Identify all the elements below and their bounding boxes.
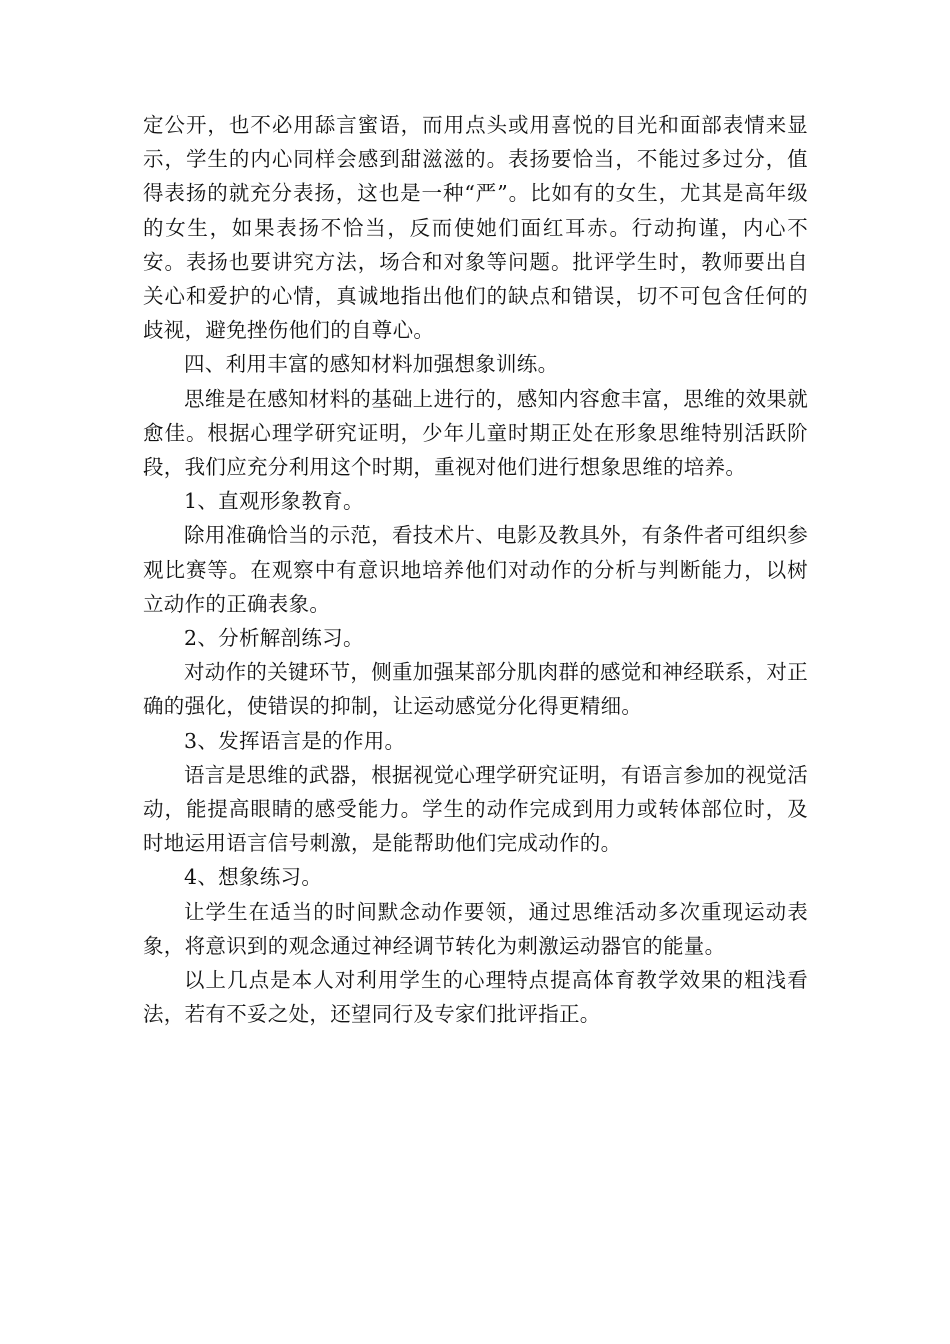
paragraph-visual-education: 除用准确恰当的示范，看技术片、电影及教具外，有条件者可组织参观比赛等。在观察中有意识地培养他们对动作的分析与判断能力，以树立动作的正确表象。 — [143, 523, 808, 616]
paragraph-praise-criticism: 定公开，也不必用舔言蜜语，而用点头或用喜悦的目光和面部表情来显示，学生的内心同样会感到甜滋滋的。表扬要恰当，不能过多过分，值得表扬的就充分表扬，这也是一种“严”。比如有的女生，尤其是高年级的女生，如果表扬不恰当，反而使她们面红耳赤。行动拘谨，内心不安。表扬也要讲究方法，场合和对象等问题。批评学生时，教师要出自关心和爱护的心情，真诚地指出他们的缺点和错误，切不可包含任何的歧视，避免挫伤他们的自尊心。 — [143, 113, 808, 343]
paragraph-analysis-practice: 对动作的关键环节，侧重加强某部分肌肉群的感觉和神经联系，对正确的强化，使错误的抑制，让运动感觉分化得更精细。 — [143, 660, 808, 719]
document-body — [143, 108, 808, 1031]
paragraph-imagination-practice: 让学生在适当的时间默念动作要领，通过思维活动多次重现运动表象，将意识到的观念通过神经调节转化为刺激运动器官的能量。 — [143, 899, 808, 958]
paragraph-thinking: 思维是在感知材料的基础上进行的，感知内容愈丰富，思维的效果就愈佳。根据心理学研究证明，少年儿童时期正处在形象思维特别活跃阶段，我们应充分利用这个时期，重视对他们进行想象思维的培养。 — [143, 386, 808, 480]
paragraph-language-role: 语言是思维的武器，根据视觉心理学研究证明，有语言参加的视觉活动，能提高眼睛的感受能力。学生的动作完成到用力或转体部位时，及时地运用语言信号刺激，是能帮助他们完成动作的。 — [143, 762, 808, 856]
paragraph-conclusion: 以上几点是本人对利用学生的心理特点提高体育教学效果的粗浅看法，若有不妥之处，还望同行及专家们批评指正。 — [143, 968, 808, 1027]
subheading-4: 4、想象练习。 — [184, 865, 323, 890]
subheading-3: 3、发挥语言是的作用。 — [184, 728, 406, 753]
subheading-2: 2、分析解剖练习。 — [184, 626, 364, 651]
section-heading-four: 四、利用丰富的感知材料加强想象训练。 — [184, 352, 559, 377]
subheading-1: 1、直观形象教育。 — [184, 489, 364, 514]
